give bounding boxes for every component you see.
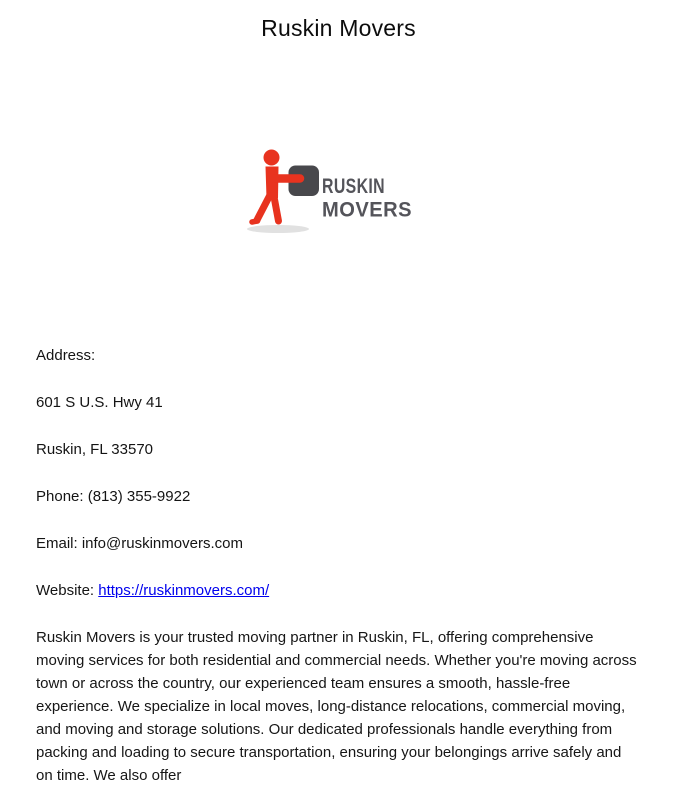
website-label: Website: [36,581,99,599]
address-label: Address: [36,346,96,364]
address-street: 601 S U.S. Hwy 41 [36,393,163,411]
website-link[interactable]: https://ruskinmovers.com/ [98,581,270,599]
page-title: Ruskin Movers [261,15,416,41]
email-line: Email: info@ruskinmovers.com [36,534,243,552]
logo-text-line2: MOVERS [322,197,412,222]
phone-line: Phone: (813) 355-9922 [36,487,191,505]
website-line [36,579,641,602]
company-description: Ruskin Movers is your trusted moving partner in Ruskin, FL, offering comprehensive moving services for both residential and commercial needs. Whether you're moving across town or across the country, our experienced team ensures a smooth, hassle-free experience. We specialize in local moves, long-distance relocations, commercial moving, and moving and storage solutions. Our dedicated professionals handle everything from packing and loading to secure transportation, ensuring your belongings arrive safely and on time. We also offer [36,628,637,784]
page [0,15,675,787]
logo-shadow [247,225,309,233]
contact-info [36,344,641,602]
company-logo [36,141,641,236]
address-city: Ruskin, FL 33570 [36,440,154,458]
mover-logo-icon [245,141,420,236]
logo-text-line1: RUSKIN [322,173,385,198]
